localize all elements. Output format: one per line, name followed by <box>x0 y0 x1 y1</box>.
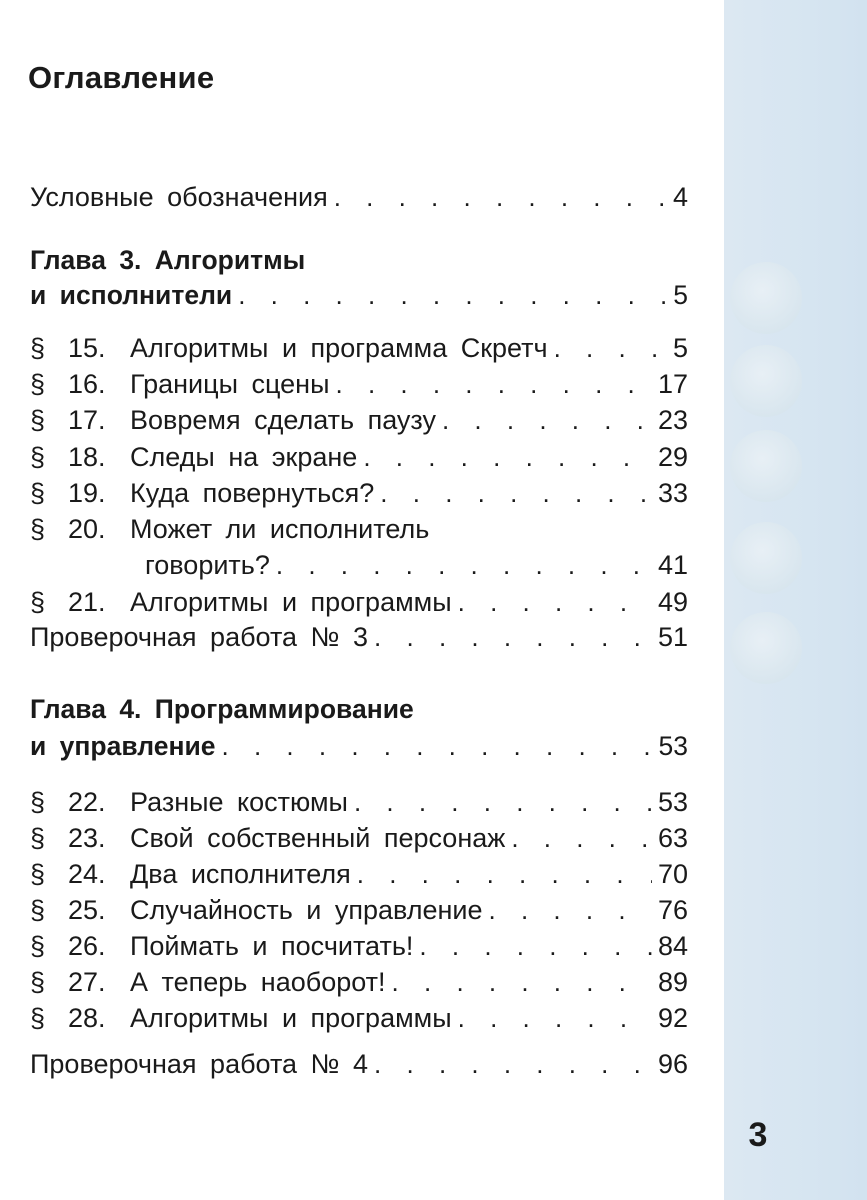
section-sign: § <box>30 333 46 363</box>
toc-section-title: Куда повернуться? <box>130 478 375 508</box>
toc-section-number: 16. <box>68 369 106 399</box>
toc-entry-page: 49 <box>657 587 688 617</box>
margin-band <box>724 0 867 1200</box>
section-sign: § <box>30 787 46 817</box>
leader-dots <box>392 965 652 999</box>
toc-section-title: говорить? <box>145 550 270 580</box>
toc-section[interactable] <box>30 1001 688 1035</box>
toc-section-cont[interactable] <box>30 548 688 582</box>
toc-entry-page: 51 <box>657 622 688 652</box>
toc-entry-page: 53 <box>658 731 688 761</box>
toc-entry-page: 76 <box>657 895 688 925</box>
toc-entry-page: 5 <box>672 333 688 363</box>
leader-dots <box>419 929 652 963</box>
toc-entry-page: 63 <box>657 823 688 853</box>
leader-dots <box>554 331 667 365</box>
toc-entry-title: Проверочная работа № 4 <box>30 1049 369 1079</box>
section-sign: § <box>30 859 46 889</box>
section-sign: § <box>30 1003 46 1033</box>
leader-dots <box>334 180 667 214</box>
toc-entry-page: 5 <box>673 280 688 310</box>
toc-section[interactable] <box>30 893 688 927</box>
toc-section-number: 28. <box>68 1003 106 1033</box>
toc-entry-page: 4 <box>672 182 688 212</box>
section-sign: § <box>30 895 46 925</box>
toc-section-title: А теперь наоборот! <box>130 967 386 997</box>
toc-section-number: 25. <box>68 895 106 925</box>
toc-section-title: Поймать и посчитать! <box>130 931 414 961</box>
toc-entry-page: 96 <box>657 1049 688 1079</box>
toc-section[interactable] <box>30 403 688 437</box>
toc-entry-page: 89 <box>657 967 688 997</box>
toc-section-number: 24. <box>68 859 106 889</box>
toc-chapter-heading-cont[interactable] <box>30 278 688 312</box>
toc-section[interactable] <box>30 512 688 546</box>
toc-section-title: Случайность и управление <box>130 895 483 925</box>
section-sign: § <box>30 823 46 853</box>
toc-chapter-heading-cont[interactable] <box>30 729 688 763</box>
leader-dots <box>511 821 652 855</box>
section-sign: § <box>30 478 46 508</box>
toc-section-number: 17. <box>68 405 106 435</box>
toc-chapter-heading[interactable] <box>30 692 688 726</box>
leader-dots <box>363 440 652 474</box>
toc-section-number: 27. <box>68 967 106 997</box>
toc-section-title: Следы на экране <box>130 442 358 472</box>
toc-section[interactable] <box>30 821 688 855</box>
margin-circle-icon <box>730 612 802 684</box>
leader-dots <box>374 620 652 654</box>
margin-circle-icon <box>730 345 802 417</box>
toc-section[interactable] <box>30 785 688 819</box>
toc-entry-page: 70 <box>657 859 688 889</box>
section-sign: § <box>30 442 46 472</box>
toc-section[interactable] <box>30 929 688 963</box>
section-sign: § <box>30 514 46 544</box>
toc-entry-title: Условные обозначения <box>30 182 328 212</box>
leader-dots <box>238 278 667 312</box>
toc-entry-title: Проверочная работа № 3 <box>30 622 369 652</box>
toc-section-number: 15. <box>68 333 106 363</box>
toc-section[interactable] <box>30 585 688 619</box>
toc-section-number: 18. <box>68 442 106 472</box>
leader-dots <box>357 857 652 891</box>
toc-section-number: 23. <box>68 823 106 853</box>
toc-section-title: Два исполнителя <box>130 859 351 889</box>
toc-entry[interactable] <box>30 1047 688 1081</box>
section-sign: § <box>30 967 46 997</box>
toc-section[interactable] <box>30 331 688 365</box>
toc-entry-page: 92 <box>657 1003 688 1033</box>
page-number: 3 <box>748 1116 768 1154</box>
toc-section-number: 19. <box>68 478 106 508</box>
section-sign: § <box>30 405 46 435</box>
section-sign: § <box>30 369 46 399</box>
toc-entry[interactable] <box>30 620 688 654</box>
leader-dots <box>458 1001 652 1035</box>
section-sign: § <box>30 931 46 961</box>
toc-section-number: 26. <box>68 931 106 961</box>
toc-section[interactable] <box>30 857 688 891</box>
toc-section[interactable] <box>30 476 688 510</box>
leader-dots <box>489 893 652 927</box>
toc-section[interactable] <box>30 965 688 999</box>
toc-entry[interactable] <box>30 180 688 214</box>
leader-dots <box>354 785 652 819</box>
toc-chapter-title: и исполнители <box>30 280 233 310</box>
toc-section[interactable] <box>30 367 688 401</box>
toc-entry-page: 53 <box>657 787 688 817</box>
toc-chapter-title: Глава 3. Алгоритмы <box>30 245 306 275</box>
toc-entry-page: 84 <box>657 931 688 961</box>
toc-section[interactable] <box>30 440 688 474</box>
toc-section-title: Алгоритмы и программы <box>130 587 452 617</box>
toc-section-title: Разные костюмы <box>130 787 348 817</box>
toc-section-title: Алгоритмы и программы <box>130 1003 452 1033</box>
toc-section-title: Вовремя сделать паузу <box>130 405 436 435</box>
toc-chapter-title: и управление <box>30 731 216 761</box>
toc-entry-page: 41 <box>657 550 688 580</box>
toc-section-title: Может ли исполнитель <box>130 514 430 544</box>
margin-circle-icon <box>730 522 802 594</box>
toc-section-title: Алгоритмы и программа Скретч <box>130 333 548 363</box>
section-sign: § <box>30 587 46 617</box>
page-title: Оглавление <box>28 60 215 95</box>
toc-entry-page: 29 <box>657 442 688 472</box>
margin-circle-icon <box>730 262 802 334</box>
toc-entry-page: 33 <box>657 478 688 508</box>
leader-dots <box>222 729 653 763</box>
toc-section-number: 22. <box>68 787 106 817</box>
toc-section-title: Свой собственный персонаж <box>130 823 506 853</box>
toc-chapter-heading[interactable] <box>30 243 688 277</box>
leader-dots <box>380 476 652 510</box>
leader-dots <box>276 548 652 582</box>
margin-circle-icon <box>730 430 802 502</box>
leader-dots <box>336 367 652 401</box>
leader-dots <box>374 1047 652 1081</box>
leader-dots <box>442 403 652 437</box>
toc-entry-page: 17 <box>657 369 688 399</box>
toc-section-number: 21. <box>68 587 106 617</box>
toc-chapter-title: Глава 4. Программирование <box>30 694 414 724</box>
toc-section-title: Границы сцены <box>130 369 330 399</box>
toc-entry-page: 23 <box>657 405 688 435</box>
leader-dots <box>458 585 652 619</box>
toc-section-number: 20. <box>68 514 106 544</box>
